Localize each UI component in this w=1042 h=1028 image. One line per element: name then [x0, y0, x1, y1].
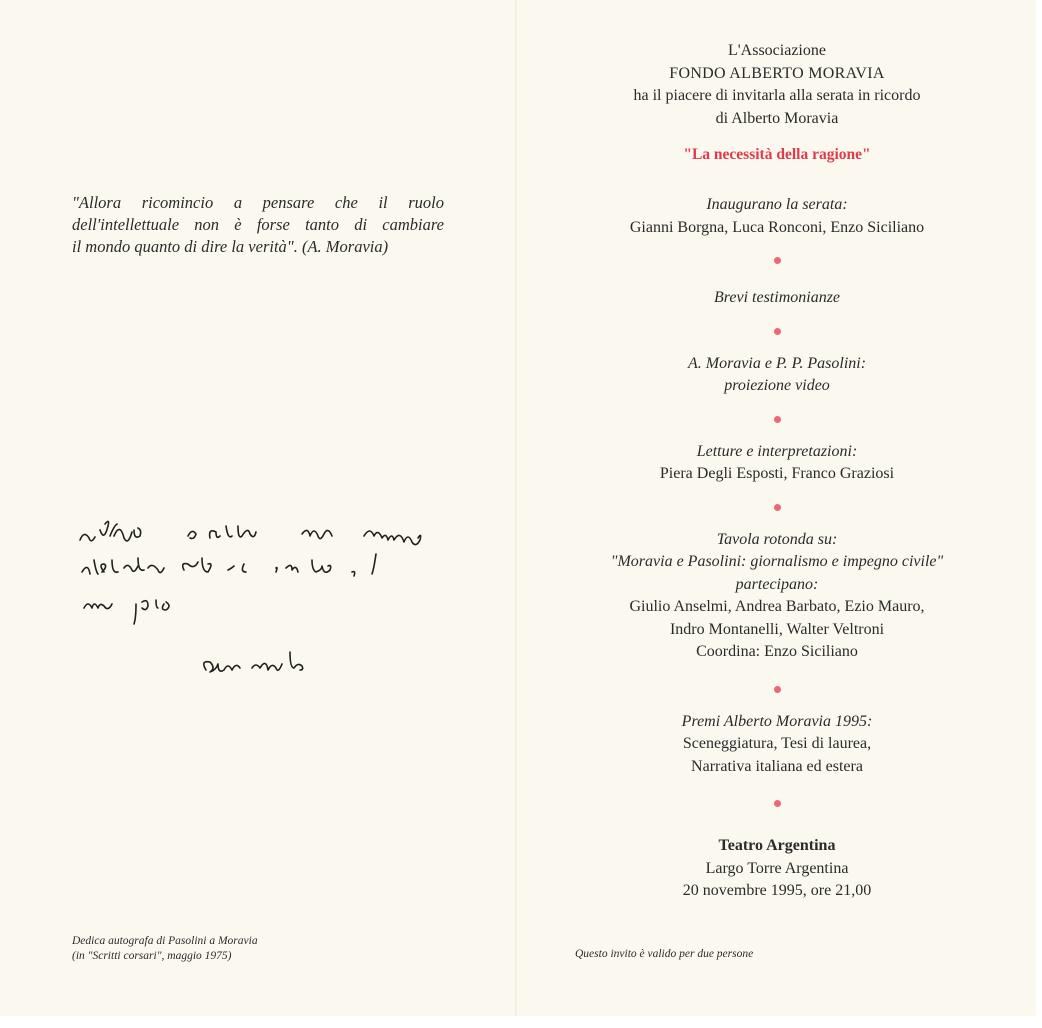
section-label: partecipano:: [735, 575, 819, 593]
bullet-dot: [774, 504, 781, 511]
bullet-dot: [774, 800, 781, 807]
bullet-dot: [774, 328, 781, 335]
venue-name: Teatro Argentina: [718, 837, 836, 854]
section-label: Inaugurano la serata:: [706, 196, 848, 213]
moravia-quote: [72, 192, 444, 258]
caption-line: Dedica autografa di Pasolini a Moravia: [72, 935, 258, 947]
photo-caption: [72, 934, 258, 964]
quote-line: dell'intellettuale non è forse tanto di cambiare: [72, 215, 444, 234]
section-label: A. Moravia e P. P. Pasolini:: [687, 354, 867, 372]
venue-address: Largo Torre Argentina: [705, 859, 849, 877]
bullet-dot: [774, 416, 781, 423]
section-topic: "Moravia e Pasolini: giornalismo e impegno civile": [610, 553, 944, 570]
invitation-program: [520, 40, 1034, 903]
quote-line: il mondo quanto di dire la verità". (A. Moravia): [72, 237, 389, 256]
invitation-text: ha il piacere di invitarla alla serata in ricordo: [633, 87, 921, 104]
caption-line: (in "Scritti corsari", maggio 1975): [72, 950, 232, 962]
scan-margin-bottom: [0, 1016, 1042, 1028]
section-label: proiezione video: [724, 377, 830, 394]
section-label: Premi Alberto Moravia 1995:: [681, 712, 873, 730]
section-names: Narrativa italiana ed estera: [691, 757, 863, 775]
association-label: L'Associazione: [728, 42, 826, 59]
invitation-text: di Alberto Moravia: [715, 109, 839, 127]
section-names: Giulio Anselmi, Andrea Barbato, Ezio Mauro,: [629, 598, 925, 615]
section-names: Indro Montanelli, Walter Veltroni: [669, 620, 885, 638]
scan-margin-right: [1036, 0, 1042, 1028]
section-names: Piera Degli Esposti, Franco Graziosi: [659, 465, 895, 482]
section-names: Gianni Borgna, Luca Ronconi, Enzo Siciliano: [629, 218, 925, 236]
quote-line: "Allora ricomincio a pensare che il ruolo: [72, 193, 444, 212]
section-names: Coordina: Enzo Siciliano: [696, 643, 858, 660]
section-label: Tavola rotonda su:: [716, 530, 838, 548]
section-names: Sceneggiatura, Tesi di laurea,: [682, 735, 872, 752]
handwritten-dedication: [76, 520, 476, 690]
bullet-dot: [774, 257, 781, 264]
event-title: "La necessità della ragione": [683, 146, 871, 163]
validity-note: Questo invito è valido per due persone: [575, 948, 754, 960]
event-datetime: 20 novembre 1995, ore 21,00: [682, 882, 872, 899]
section-label: Letture e interpretazioni:: [696, 442, 858, 460]
bullet-dot: [774, 686, 781, 693]
center-fold: [515, 0, 517, 1016]
section-label: Brevi testimonianze: [713, 289, 841, 306]
association-name: FONDO ALBERTO MORAVIA: [669, 64, 885, 82]
